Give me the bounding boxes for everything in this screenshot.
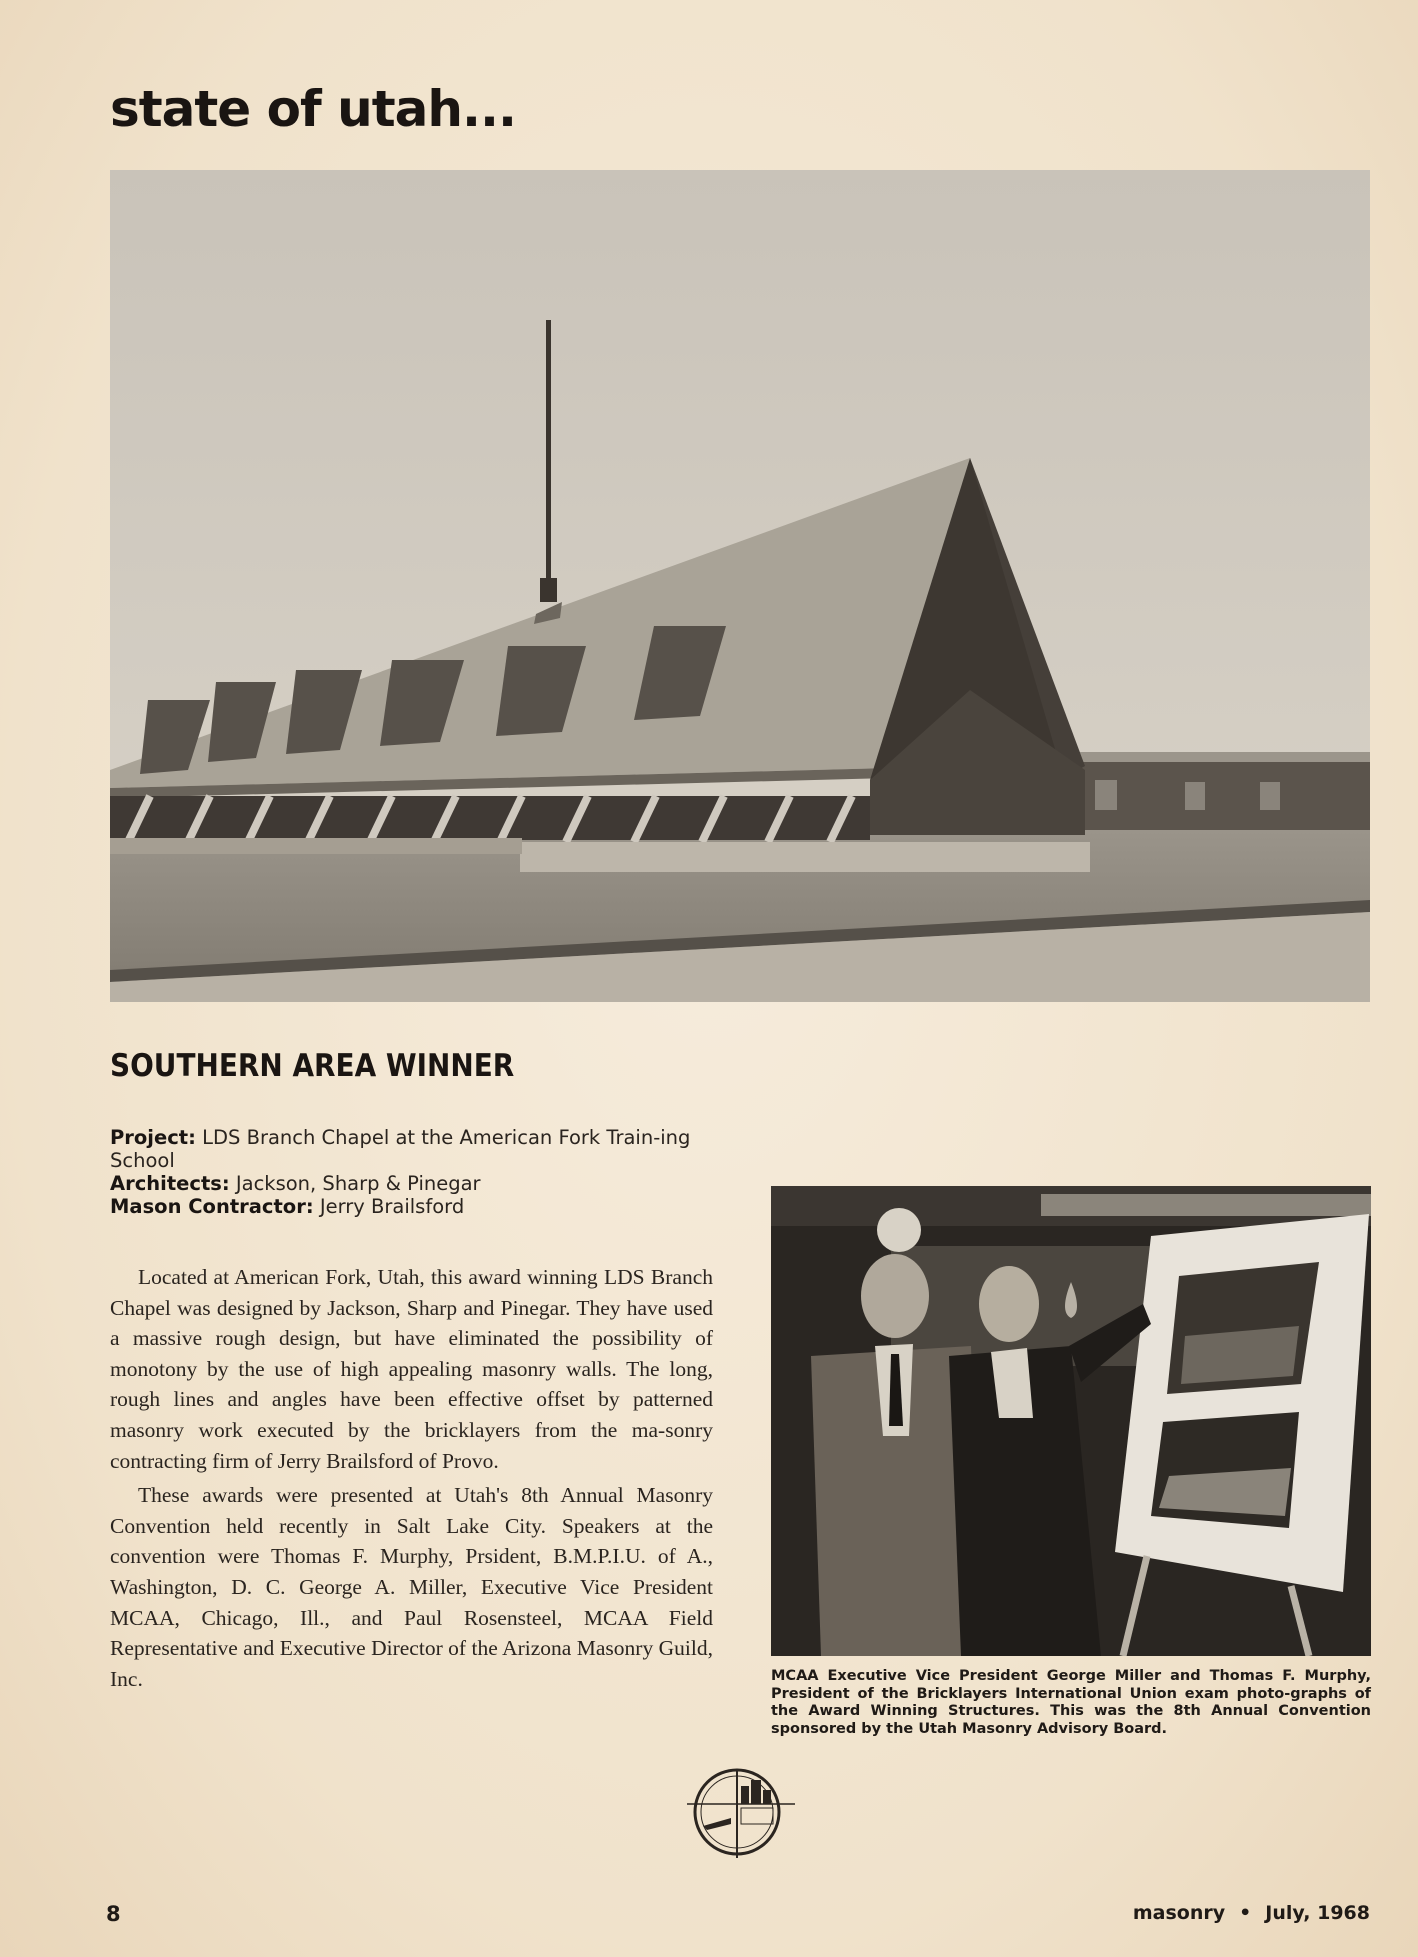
footer-bullet: •: [1239, 1902, 1252, 1924]
credit-architects: [110, 1172, 730, 1195]
publication-name: masonry: [1132, 1902, 1226, 1924]
credit-label: Project:: [110, 1126, 196, 1149]
credit-label: Architects:: [110, 1172, 230, 1195]
convention-photo: [771, 1186, 1371, 1656]
paragraph: These awards were presented at Utah's 8th Annual Masonry Convention held recently in Salt Lake City. Speakers at the convention were Thomas F. Murphy, Prsident, B.M.P.I.U. of A., Washington, D. C. George A. Miller, Executive Vice President MCAA, Chicago, Ill., and Paul Rosensteel, MCAA Field Representative and Executive Director of the Arizona Masonry Guild, Inc.: [110, 1483, 713, 1691]
credit-value: Jerry Brailsford: [319, 1195, 465, 1218]
heading-southern-area-winner: SOUTHERN AREA WINNER: [110, 1048, 515, 1084]
credit-value: LDS Branch Chapel at the American Fork Train-ing School: [110, 1126, 691, 1172]
page-number: 8: [106, 1902, 121, 1926]
credit-label: Mason Contractor:: [110, 1195, 314, 1218]
article-body: [110, 1262, 713, 1694]
chapel-photo: [110, 170, 1370, 1002]
performance-logo: [683, 1764, 801, 1864]
page-footer: [1133, 1902, 1370, 1924]
credit-mason-contractor: [110, 1195, 730, 1218]
credit-value: Jackson, Sharp & Pinegar: [235, 1172, 481, 1195]
project-credits: [110, 1126, 730, 1218]
section-title: state of utah...: [110, 80, 516, 138]
photo-caption: MCAA Executive Vice President George Miller and Thomas F. Murphy, President of the Bricklayers International Union exam photo-graphs of the Award Winning Structures. This was the 8th Annual Convention sponsored by the Utah Masonry Advisory Board.: [771, 1668, 1371, 1737]
issue-date: July, 1968: [1265, 1902, 1370, 1924]
credit-project: [110, 1126, 730, 1172]
paragraph: Located at American Fork, Utah, this award winning LDS Branch Chapel was designed by Jackson, Sharp and Pinegar. They have used a massive rough design, but have eliminated the possibility of monotony by the use of high appealing masonry walls. The long, rough lines and angles have been effective offset by patterned masonry work executed by the bricklayers from the ma-sonry contracting firm of Jerry Brailsford of Provo.: [110, 1265, 713, 1473]
